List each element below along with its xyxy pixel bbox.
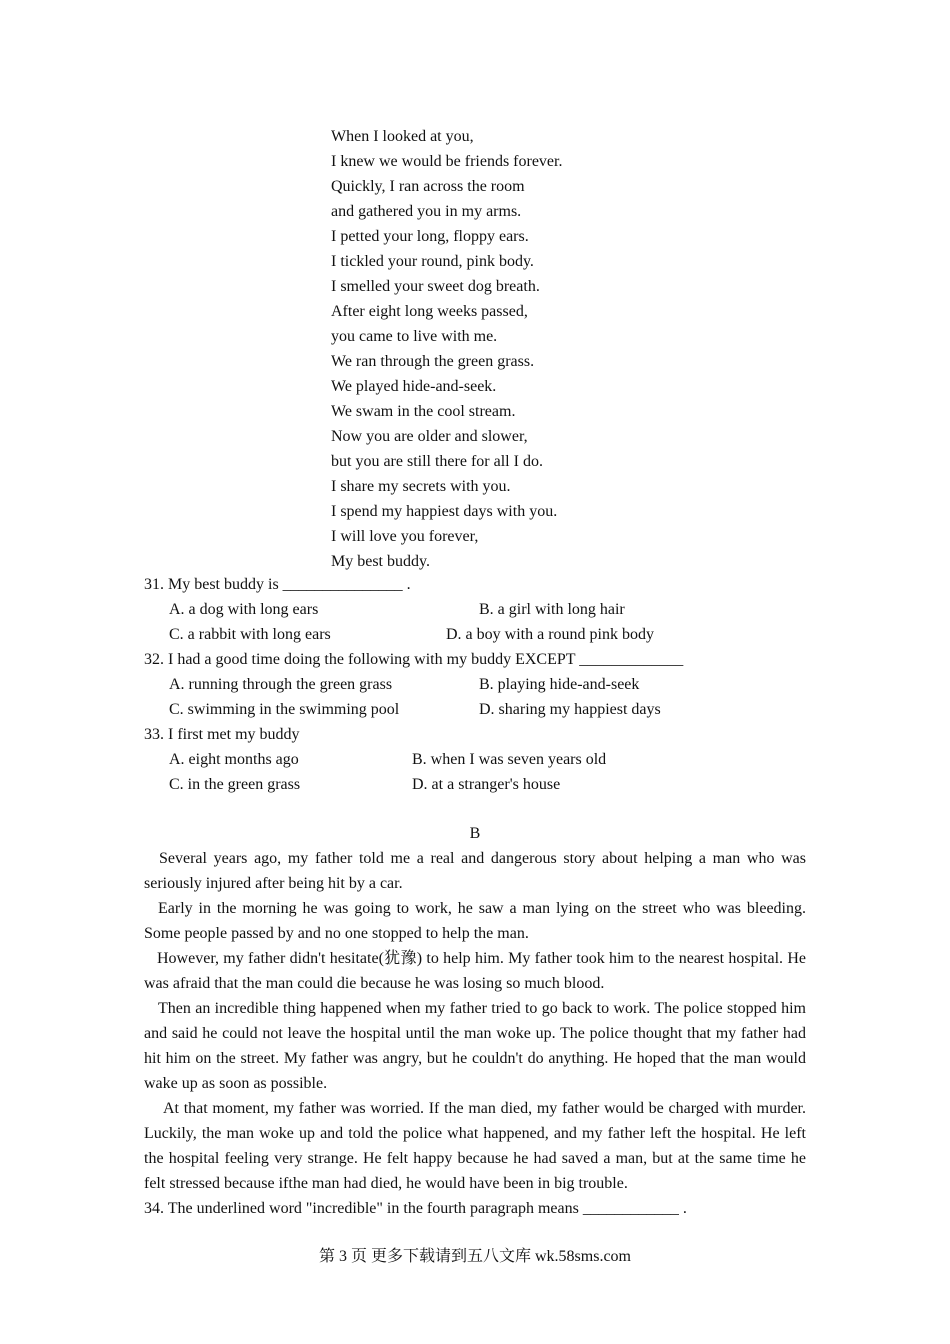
paragraph-3: However, my father didn't hesitate(犹豫) to help him. My father took him to the nearest hospital. He was afraid that the man could die because he was losing so much blood. (144, 950, 806, 992)
option-31-c: C. a rabbit with long ears (169, 626, 331, 643)
poem-line: We played hide-and-seek. (331, 378, 497, 395)
paragraph-4: Then an incredible thing happened when my father tried to go back to work. The police stopped him and said he could not leave the hospital until the man woke up. The police thought that my father had hit him on the street. My father was angry, but he couldn't do anything. He hoped that the man would wake up as soon as possible. (144, 1000, 806, 1092)
poem-line: I spend my happiest days with you. (331, 503, 558, 520)
question-32-options-row-1 (144, 672, 806, 697)
question-34-stem: 34. The underlined word "incredible" in the fourth paragraph means ____________ . (144, 1200, 687, 1217)
poem-line: I petted your long, floppy ears. (331, 228, 529, 245)
poem-line: We ran through the green grass. (331, 353, 535, 370)
poem-line: After eight long weeks passed, (331, 303, 528, 320)
poem-line: but you are still there for all I do. (331, 453, 543, 470)
question-32-stem: 32. I had a good time doing the following with my buddy EXCEPT _____________ (144, 651, 684, 668)
question-33-options-row-1 (144, 747, 806, 772)
poem-line: Quickly, I ran across the room (331, 178, 525, 195)
option-33-a: A. eight months ago (169, 751, 299, 768)
poem-line: I tickled your round, pink body. (331, 253, 534, 270)
poem-line: My best buddy. (331, 553, 430, 570)
question-31-stem: 31. My best buddy is _______________ . (144, 576, 411, 593)
option-33-c: C. in the green grass (169, 776, 301, 793)
option-31-b: B. a girl with long hair (479, 601, 625, 618)
poem-line: We swam in the cool stream. (331, 403, 516, 420)
option-33-b: B. when I was seven years old (412, 751, 607, 768)
poem (331, 124, 562, 574)
option-32-b: B. playing hide-and-seek (479, 676, 640, 693)
option-32-c: C. swimming in the swimming pool (169, 701, 400, 718)
section-heading: B (469, 825, 481, 842)
poem-line: I share my secrets with you. (331, 478, 511, 495)
poem-line: you came to live with me. (331, 328, 498, 345)
option-31-a: A. a dog with long ears (169, 601, 319, 618)
option-32-d: D. sharing my happiest days (479, 701, 661, 718)
poem-line: When I looked at you, (331, 128, 474, 145)
reading-section-b (144, 821, 806, 1221)
question-31-options-row-1 (144, 597, 806, 622)
poem-line: and gathered you in my arms. (331, 203, 522, 220)
questions-31-33 (144, 572, 806, 797)
paragraph-1: Several years ago, my father told me a real and dangerous story about helping a man who was seriously injured after being hit by a car. (144, 850, 806, 892)
question-33-options-row-2 (144, 772, 806, 797)
poem-line: I knew we would be friends forever. (331, 153, 563, 170)
question-33-stem: 33. I first met my buddy (144, 726, 300, 743)
poem-line: I smelled your sweet dog breath. (331, 278, 540, 295)
page-footer: 第 3 页 更多下载请到五八文库 wk.58sms.com (318, 1248, 631, 1265)
paragraph-5: At that moment, my father was worried. If the man died, my father would be charged with murder. Luckily, the man woke up and told the police what happened, and my father left the hospital. He left the hospital feeling very strange. He felt happy because he had saved a man, but at the same time he felt stressed because ifthe man had died, he would have been in big trouble. (144, 1100, 806, 1192)
paragraph-2: Early in the morning he was going to work, he saw a man lying on the street who was bleeding. Some people passed by and no one stopped to help the man. (144, 900, 806, 942)
option-31-d: D. a boy with a round pink body (446, 626, 654, 643)
poem-line: I will love you forever, (331, 528, 479, 545)
question-31-options-row-2 (144, 622, 806, 647)
option-33-d: D. at a stranger's house (412, 776, 561, 793)
question-32-options-row-2 (144, 697, 806, 722)
option-32-a: A. running through the green grass (169, 676, 393, 693)
poem-line: Now you are older and slower, (331, 428, 528, 445)
